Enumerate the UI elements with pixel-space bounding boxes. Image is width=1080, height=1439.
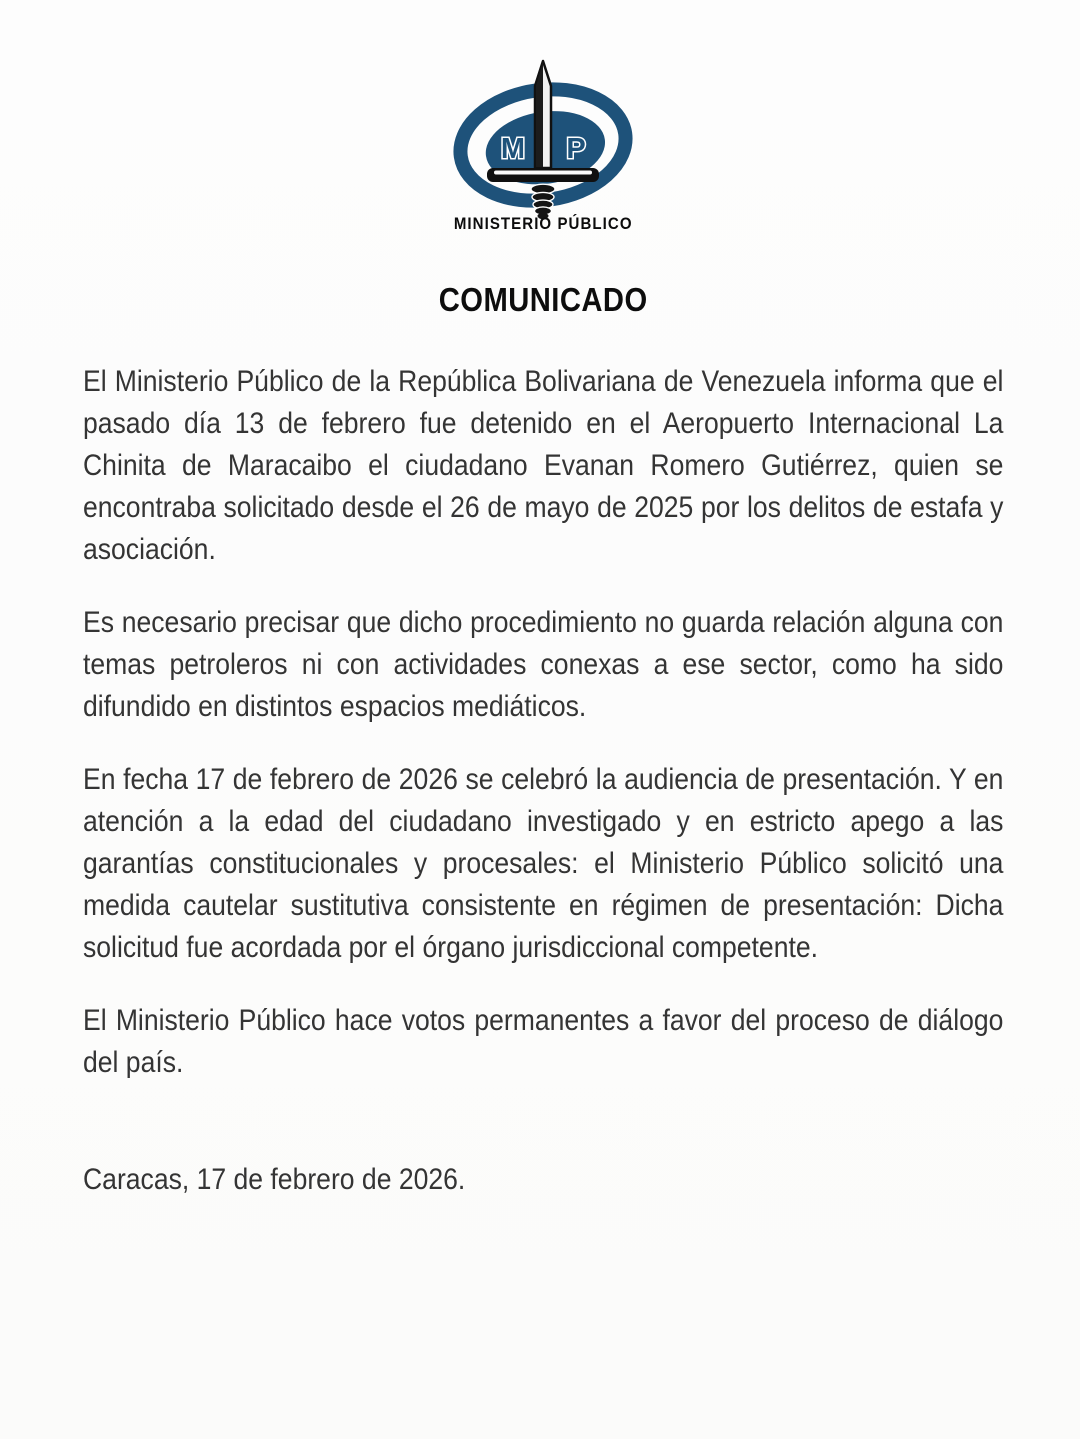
body-paragraph: Es necesario precisar que dicho procedimiento no guarda relación alguna con temas petroleros ni con actividades conexas a ese sector, como ha sido difundido en distintos espacios mediáticos.: [83, 606, 1004, 723]
dateline: Caracas, 17 de febrero de 2026.: [83, 1163, 466, 1196]
body-paragraph: El Ministerio Público de la República Bolivariana de Venezuela informa que el pasado día 13 de febrero fue detenido en el Aeropuerto Internacional La Chinita de Maracaibo el ciudadano Evanan Romero Gutiérrez, quien se encontraba solicitado desde el 26 de mayo de 2025 por los delitos de estafa y asociación.: [83, 365, 1004, 566]
body-paragraph: En fecha 17 de febrero de 2026 se celebró la audiencia de presentación. Y en atención a la edad del ciudadano investigado y en estricto apego a las garantías constitucionales y procesales: el Ministerio Público solicitó una medida cautelar sustitutiva consistente en régimen de presentación: Dicha solicitud fue acordada por el órgano jurisdiccional competente.: [83, 763, 1004, 964]
monogram-letter-p: P: [566, 133, 586, 165]
body-paragraph: El Ministerio Público hace votos permanentes a favor del proceso de diálogo del país.: [83, 1004, 1004, 1079]
text-column: [83, 0, 1003, 1201]
page-title: COMUNICADO: [438, 281, 648, 318]
document-body: [83, 361, 1003, 1201]
monogram-letter-m: M: [500, 133, 526, 165]
logo-caption: MINISTERIO PÚBLICO: [453, 214, 633, 233]
